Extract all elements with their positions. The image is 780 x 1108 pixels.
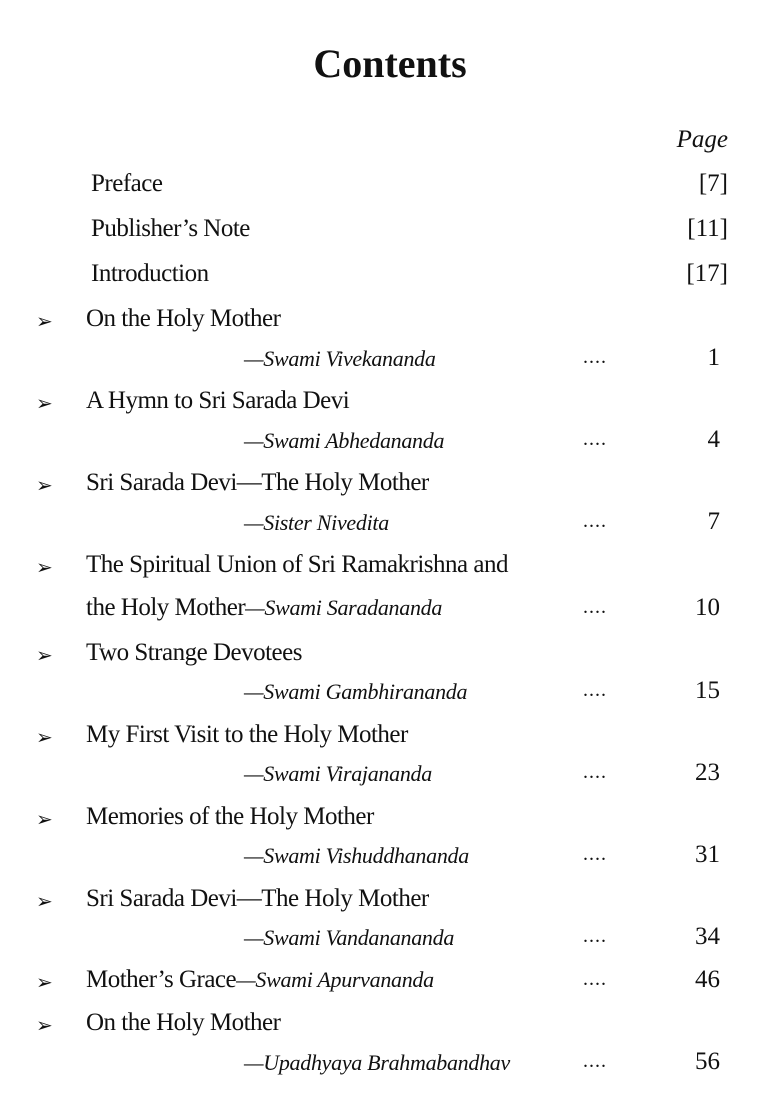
- bullet-arrow-icon: ➢: [36, 645, 53, 667]
- toc-front-preface-page: [7]: [698, 170, 728, 197]
- toc-entry-title[interactable]: A Hymn to Sri Sarada Devi: [86, 387, 350, 414]
- toc-front-publishers-note-page: [11]: [687, 215, 728, 242]
- toc-entry-title[interactable]: Two Strange Devotees: [86, 639, 302, 666]
- toc-front-introduction[interactable]: Introduction: [91, 260, 209, 287]
- toc-entry-author: —Sister Nivedita: [244, 510, 389, 535]
- toc-leader-dots: ....: [583, 843, 607, 865]
- toc-leader-dots: ....: [583, 510, 607, 532]
- toc-entry-page: 56: [695, 1048, 720, 1075]
- bullet-arrow-icon: ➢: [36, 393, 53, 415]
- toc-entry-title-line2[interactable]: [86, 594, 442, 622]
- bullet-arrow-icon: ➢: [36, 891, 53, 913]
- toc-entry-title[interactable]: On the Holy Mother: [86, 305, 281, 332]
- toc-entry-page: 31: [695, 841, 720, 868]
- toc-leader-dots: ....: [583, 761, 607, 783]
- toc-leader-dots: ....: [583, 925, 607, 947]
- bullet-arrow-icon: ➢: [36, 972, 53, 994]
- toc-entry-page: 7: [707, 508, 720, 535]
- toc-leader-dots: ....: [583, 968, 607, 990]
- toc-entry-author: —Swami Apurvananda: [236, 967, 434, 992]
- toc-front-publishers-note[interactable]: Publisher’s Note: [91, 215, 250, 242]
- toc-entry-page: 10: [695, 594, 720, 621]
- toc-entry-author: —Swami Vivekananda: [244, 346, 436, 371]
- toc-entry-title[interactable]: My First Visit to the Holy Mother: [86, 721, 408, 748]
- bullet-arrow-icon: ➢: [36, 475, 53, 497]
- toc-entry-author: —Swami Abhedananda: [244, 428, 445, 453]
- toc-leader-dots: ....: [583, 428, 607, 450]
- toc-entry-page: 4: [707, 426, 720, 453]
- bullet-arrow-icon: ➢: [36, 727, 53, 749]
- toc-entry-page: 15: [695, 677, 720, 704]
- toc-entry-title[interactable]: Memories of the Holy Mother: [86, 803, 374, 830]
- toc-entry-title: Mother’s Grace: [86, 966, 237, 993]
- toc-front-introduction-page: [17]: [686, 260, 728, 287]
- toc-front-preface[interactable]: Preface: [91, 170, 163, 197]
- page-title: Contents: [313, 41, 467, 86]
- toc-entry-page: 1: [707, 344, 720, 371]
- toc-entry-author: —Swami Gambhirananda: [244, 679, 468, 704]
- toc-leader-dots: ....: [583, 346, 607, 368]
- toc-entry-title[interactable]: On the Holy Mother: [86, 1009, 281, 1036]
- toc-entry-title[interactable]: Sri Sarada Devi—The Holy Mother: [86, 885, 429, 912]
- toc-entry-author: —Swami Vishuddhananda: [244, 843, 469, 868]
- toc-entry-page: 34: [695, 923, 720, 950]
- toc-entry-author: —Swami Saradananda: [245, 595, 443, 620]
- toc-entry-page: 23: [695, 759, 720, 786]
- toc-entry-title[interactable]: The Spiritual Union of Sri Ramakrishna and: [86, 551, 508, 578]
- bullet-arrow-icon: ➢: [36, 311, 53, 333]
- toc-entry-author: —Upadhyaya Brahmabandhav: [244, 1050, 510, 1075]
- toc-entry-title-line[interactable]: [86, 966, 434, 994]
- toc-leader-dots: ....: [583, 596, 607, 618]
- toc-leader-dots: ....: [583, 679, 607, 701]
- page-column-label: Page: [676, 126, 728, 153]
- toc-entry-page: 46: [695, 966, 720, 993]
- toc-leader-dots: ....: [583, 1050, 607, 1072]
- bullet-arrow-icon: ➢: [36, 557, 53, 579]
- bullet-arrow-icon: ➢: [36, 809, 53, 831]
- bullet-arrow-icon: ➢: [36, 1015, 53, 1037]
- toc-entry-title-cont: the Holy Mother: [86, 594, 246, 621]
- toc-entry-title[interactable]: Sri Sarada Devi—The Holy Mother: [86, 469, 429, 496]
- toc-entry-author: —Swami Virajananda: [244, 761, 432, 786]
- toc-entry-author: —Swami Vandanananda: [244, 925, 455, 950]
